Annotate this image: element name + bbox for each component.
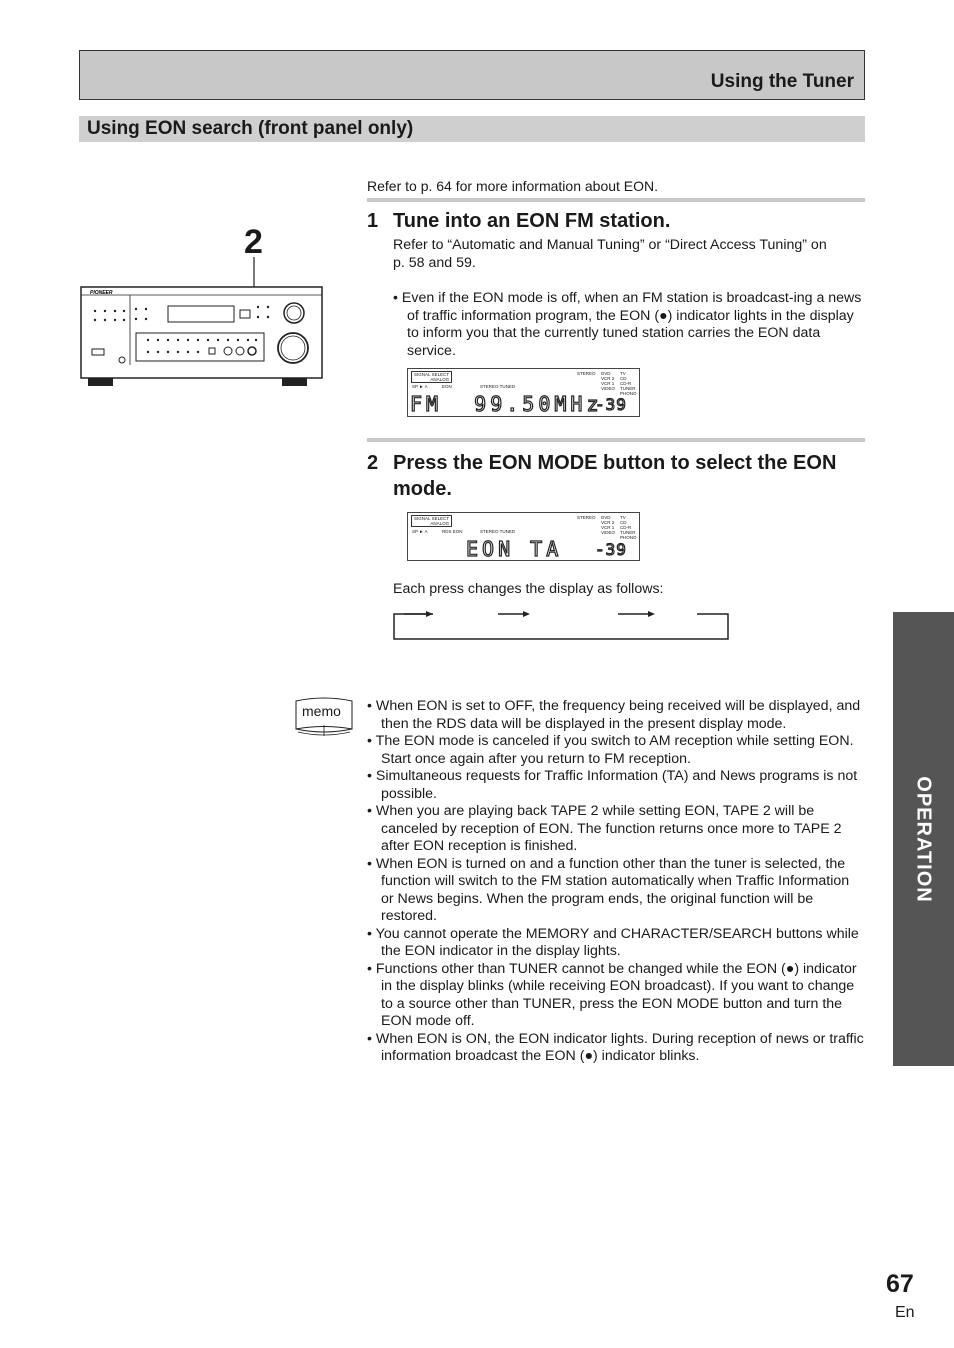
step1-heading (367, 208, 865, 234)
receiver-front-panel-illustration (78, 255, 328, 390)
list-item: • The EON mode is canceled if you switch to AM reception while setting EON. Start once again after you return to FM reception. (367, 733, 854, 767)
arrow-icon (426, 611, 433, 617)
arrow-icon (648, 611, 655, 617)
sequence-caption: Each press changes the display as follows: (393, 581, 664, 597)
display-label: RDS EON (442, 529, 463, 534)
list-item: • Functions other than TUNER cannot be changed while the EON (●) indicator in the display blinks (while receiving EON broadcast). If you want to change to a source other than TUNER, press the EON MODE button and turn the EON mode off. (367, 960, 857, 1029)
page-language: En (895, 1304, 915, 1321)
display-main-text: FM 99.50MHz (410, 392, 603, 416)
list-item: • When you are playing back TAPE 2 while setting EON, TAPE 2 will be canceled by reception of EON. The function returns once more to TAPE 2 after EON reception is finished. (367, 803, 842, 854)
display-label: STEREO TUNED (480, 384, 516, 389)
step1-title: Tune into an EON FM station. (393, 210, 671, 232)
step2-number: 2 (367, 452, 379, 474)
page-number: 67 (886, 1270, 914, 1298)
list-item: • When EON is ON, the EON indicator lights. During reception of news or traffic information broadcast the EON (●) indicator blinks. (367, 1030, 864, 1064)
list-item: • When EON is turned on and a function other than the tuner is selected, the function will switch to the FM station automatically when Traffic Information or News begins. When the program ends, the original function will be restored. (367, 855, 850, 924)
display-source-labels: DVD VCR 2 VCR 1 VIDEO (601, 371, 616, 391)
display-label: SIGNAL SELECT ANALOG (411, 371, 452, 383)
list-item: • When EON is set to OFF, the frequency being received will be displayed, and then the RDS data will be displayed in the present display mode. (367, 698, 861, 732)
divider (367, 198, 865, 202)
step1-body: Refer to “Automatic and Manual Tuning” or “Direct Access Tuning” on p. 58 and 59. (393, 237, 827, 271)
eon-display (407, 512, 640, 561)
display-source-labels: DVD VCR 2 VCR 1 VIDEO (601, 515, 616, 535)
reference-note: Refer to p. 64 for more information about EON. (367, 178, 659, 194)
section-bar (79, 116, 865, 142)
list-item: • Simultaneous requests for Traffic Information (TA) and News programs is not possible. (367, 768, 858, 802)
display-level: -39 (595, 395, 627, 414)
display-label: SP ► A (412, 529, 428, 534)
memo-icon (292, 695, 356, 739)
display-level: -39 (595, 540, 627, 559)
side-tab (893, 612, 954, 1066)
display-label: EON (442, 384, 452, 389)
step1-number: 1 (367, 210, 379, 232)
step2-heading (367, 450, 865, 502)
step1-bullet-text: Even if the EON mode is off, when an FM station is broadcast-ing a news of traffic information program, the EON (●) indicator lights in the display to inform you that the currently tuned station carries the EON data service. (401, 290, 862, 359)
display-label: SIGNAL SELECT ANALOG (411, 515, 452, 527)
arrow-icon (523, 611, 530, 617)
svg-text:PIONEER: PIONEER (90, 290, 113, 296)
display-source-labels: TV CD CD-R TUNER PHONO (620, 371, 637, 396)
header-bar (79, 50, 865, 100)
display-label: STEREO TUNED (480, 529, 516, 534)
section-title: Using EON search (front panel only) (87, 118, 414, 139)
side-tab-label: OPERATION (913, 775, 936, 903)
figure-callout: 2 (244, 223, 263, 261)
fm-display (407, 368, 640, 417)
memo-list (367, 698, 865, 1066)
step2-title: Press the EON MODE button to select the EON mode. (393, 452, 837, 500)
display-label: SP ► A (412, 384, 428, 389)
display-main-text: EON TA (466, 537, 563, 561)
sequence-diagram (390, 604, 735, 644)
step1-bullet: • Even if the EON mode is off, when an FM station is broadcast-ing a news of traffic information program, the EON (●) indicator lights in the display to inform you that the currently tuned station carries the EON data service. (393, 290, 862, 359)
memo-label: memo (302, 703, 341, 719)
display-label: STEREO (577, 515, 596, 520)
divider (367, 438, 865, 442)
display-source-labels: TV CD CD-R TUNER PHONO (620, 515, 637, 540)
list-item: • You cannot operate the MEMORY and CHARACTER/SEARCH buttons while the EON indicator in the display lights. (367, 925, 859, 959)
header-title: Using the Tuner (710, 71, 854, 92)
display-label: STEREO (577, 371, 596, 376)
